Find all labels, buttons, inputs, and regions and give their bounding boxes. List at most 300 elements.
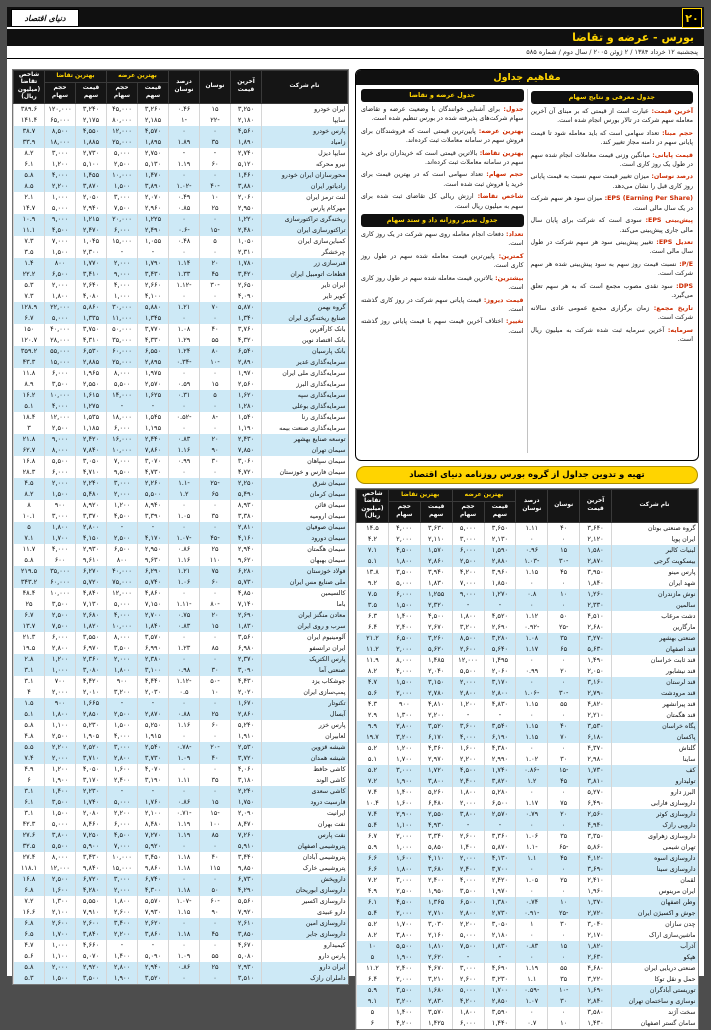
definition: تاریخ مجمع: زمان برگزاری مجمع عمومی عادی سالانه شرکت است. — [530, 304, 693, 322]
table-row — [14, 313, 348, 324]
table-row — [357, 666, 698, 677]
last-price: ۱,۷۸۰ — [231, 258, 262, 269]
demand-volume: ۴,۲۰۰ — [388, 1018, 420, 1029]
price-change: ۴۰ — [548, 522, 580, 534]
offer-volume: ۶,۵۰۰ — [452, 897, 484, 908]
offer-volume: ۱,۸۰۰ — [452, 611, 484, 622]
offer-price: ۱,۷۴۰ — [484, 765, 516, 776]
demand-index: ۲.۹ — [357, 710, 389, 721]
last-price: ۳,۸۸۰ — [231, 181, 262, 192]
definition-term: تاریخ مجمع: — [649, 304, 693, 312]
offer-volume: ۶,۰۰۰ — [452, 545, 484, 556]
col-change: نوسان — [200, 71, 231, 104]
table-row — [14, 764, 348, 775]
last-price: ۱,۲۸۰ — [231, 401, 262, 412]
credit-banner: تهیه و تدوین جداول از گروه بورس روزنامه دنیای اقتصاد — [356, 466, 698, 484]
change-percent: ۰ — [169, 654, 200, 665]
last-price: ۷,۹۲۰ — [231, 907, 262, 918]
definition: سرمایه: آخرین سرمایه ثبت شده شرکت به میلیون ریال است. — [530, 326, 693, 343]
demand-volume: ۵,۵۰۰ — [45, 456, 76, 467]
offer-volume: ۲۵,۰۰۰ — [107, 137, 138, 148]
offer-volume: ۵,۵۰۰ — [452, 666, 484, 677]
offer-price: ۱,۶۲۵ — [138, 390, 169, 401]
table-row — [14, 588, 348, 599]
demand-volume: ۱,۹۰۰ — [388, 776, 420, 787]
last-price: ۲,۹۳۰ — [231, 962, 262, 973]
demand-price: ۲,۸۰۰ — [76, 522, 107, 533]
change-percent: ۰.۹۹ — [169, 456, 200, 467]
price-change: ۰ — [548, 743, 580, 754]
change-percent: ۰ — [169, 126, 200, 137]
demand-index: ۱۱.۸ — [14, 368, 45, 379]
table-row — [14, 599, 348, 610]
change-percent: ۱.۱ — [516, 974, 548, 985]
offer-volume: ۹۰۰ — [107, 676, 138, 687]
demand-price: ۵,۷۲۰ — [76, 577, 107, 588]
demand-price: ۲,۵۲۰ — [76, 742, 107, 753]
table-row — [14, 962, 348, 973]
last-price: ۳,۵۳۰ — [580, 721, 612, 732]
definition-term: پیش‌بینی EPS: — [641, 217, 693, 225]
definition: تغییر: اختلاف آخرین قیمت سهم با قیمت پایانی روز گذشته است. — [361, 318, 524, 335]
offer-volume: ۸۰,۰۰۰ — [107, 115, 138, 126]
demand-price: ۳,۸۷۰ — [76, 181, 107, 192]
offer-volume: ۲,۵۰۰ — [452, 556, 484, 567]
demand-volume: ۲,۰۰۰ — [388, 644, 420, 655]
last-price: ۴,۹۴۰ — [580, 820, 612, 831]
table-row — [357, 974, 698, 985]
change-percent: ۱.۱ — [516, 853, 548, 864]
offer-price: ۴,۱۰۰ — [138, 291, 169, 302]
definition-term: تغییر: — [502, 318, 524, 326]
last-price: ۳,۶۹۰ — [580, 864, 612, 875]
col-offer-price: قیمت سهم — [138, 82, 169, 103]
last-price: ۲,۴۸۰ — [231, 225, 262, 236]
demand-index: ۷.۲ — [14, 896, 45, 907]
demand-price: ۶,۲۷۰ — [76, 566, 107, 577]
offer-volume: ۴,۲۰۰ — [452, 567, 484, 578]
offer-volume: ۴,۰۰۰ — [107, 731, 138, 742]
offer-volume: ۵,۰۰۰ — [452, 522, 484, 534]
table-row — [14, 709, 348, 720]
newspaper-page — [7, 7, 704, 1027]
table-row — [14, 467, 348, 478]
last-price: ۳,۰۴۰ — [580, 919, 612, 930]
table-row — [14, 423, 348, 434]
table-row — [14, 885, 348, 896]
price-change: ۱۰ — [200, 192, 231, 203]
demand-index: ۵.۳ — [14, 973, 45, 984]
demand-volume: ۲,۰۰۰ — [388, 688, 420, 699]
last-price: ۴,۸۲۰ — [580, 699, 612, 710]
demand-price: ۴,۱۵۰ — [76, 533, 107, 544]
definition-term: آخرین قیمت: — [648, 107, 693, 115]
company-name: سیمان دورود — [262, 533, 348, 544]
last-price: ۳,۰۶۰ — [231, 456, 262, 467]
definition: قیمت پایانی: میانگین وزنی قیمت معاملات انجام شده سهم در طول یک روز کاری است. — [530, 151, 693, 168]
price-change: ۰ — [200, 467, 231, 478]
offer-volume: ۳۵,۰۰۰ — [107, 335, 138, 346]
price-change: ۰ — [548, 710, 580, 721]
company-name: داروسازی زهراوی — [612, 831, 698, 842]
demand-index: ۱۱.۲ — [357, 963, 389, 974]
table-row — [14, 918, 348, 929]
table-row — [14, 566, 348, 577]
demand-volume: ۱,۷۰۰ — [388, 919, 420, 930]
last-price: ۵,۸۶۰ — [580, 842, 612, 853]
company-name: سرمایه‌گذاری رنا — [262, 412, 348, 423]
demand-volume: ۱,۲۰۰ — [45, 654, 76, 665]
demand-index: ۳.۱ — [14, 665, 45, 676]
demand-volume: ۶۰,۰۰۰ — [45, 577, 76, 588]
demand-price: ۲,۶۷۰ — [420, 622, 452, 633]
offer-price: ۳,۱۰۰ — [138, 665, 169, 676]
demand-index: ۴.۳ — [357, 699, 389, 710]
demand-index: ۱۰ — [357, 941, 389, 952]
demand-index: ۶.۷ — [14, 313, 45, 324]
table-row — [14, 170, 348, 181]
offer-volume: ۱,۲۰۰ — [107, 500, 138, 511]
offer-price: ۲,۷۳۰ — [484, 908, 516, 919]
demand-volume: ۴,۰۰۰ — [45, 170, 76, 181]
demand-volume: ۶,۰۰۰ — [45, 467, 76, 478]
last-price: ۵,۷۳۰ — [231, 577, 262, 588]
demand-index: ۶.۱ — [14, 797, 45, 808]
offer-price: ۲,۰۷۰ — [138, 192, 169, 203]
demand-volume: ۷,۰۰۰ — [45, 236, 76, 247]
price-change: -۳۰ — [548, 556, 580, 567]
demand-index: ۷.۵ — [357, 589, 389, 600]
change-percent: ۱.۱۶ — [169, 720, 200, 731]
last-price: ۲,۷۹۰ — [580, 688, 612, 699]
table-row — [14, 434, 348, 445]
offer-price: ۲,۶۹۰ — [484, 622, 516, 633]
last-price: ۲,۳۱۰ — [231, 247, 262, 258]
table-row — [14, 236, 348, 247]
company-name: قند نیشابور — [612, 666, 698, 677]
change-percent: ۱.۱۱ — [169, 775, 200, 786]
price-change: ۰ — [200, 654, 231, 665]
section-title-bar — [7, 29, 704, 46]
change-percent: ۰.۵۹ — [169, 379, 200, 390]
last-price: ۲,۱۲۰ — [580, 534, 612, 545]
last-price: ۱,۴۹۰ — [580, 655, 612, 666]
table-row — [14, 280, 348, 291]
last-price: ۶,۵۴۰ — [231, 346, 262, 357]
demand-price: ۶,۵۳۰ — [76, 346, 107, 357]
table-row — [357, 677, 698, 688]
price-change: ۳۰ — [548, 754, 580, 765]
offer-price: ۵,۸۸۰ — [138, 302, 169, 313]
table-row — [357, 952, 698, 963]
demand-volume: ۱,۱۰۰ — [45, 720, 76, 731]
change-percent: ۰.۷۹ — [516, 809, 548, 820]
last-price: ۲,۹۴۰ — [231, 544, 262, 555]
demand-price: ۲,۹۴۰ — [76, 203, 107, 214]
change-percent: ۱.۰۹ — [169, 753, 200, 764]
offer-volume: ۲,۴۰۰ — [452, 864, 484, 875]
demand-price: ۱,۲۵۵ — [420, 589, 452, 600]
offer-price: - — [484, 952, 516, 963]
demand-price: ۲,۰۱۰ — [76, 687, 107, 698]
demand-price: ۲,۲۰۰ — [420, 710, 452, 721]
change-percent: ۱.۱۵ — [516, 567, 548, 578]
price-change: -۸۰ — [200, 599, 231, 610]
price-change: ۲۰ — [548, 666, 580, 677]
demand-index: ۳۴۳.۲ — [14, 577, 45, 588]
last-price: ۳,۳۸۰ — [231, 511, 262, 522]
last-price: ۴,۱۲۰ — [580, 853, 612, 864]
last-price: ۴,۵۶۰ — [231, 126, 262, 137]
demand-index: ۱۱۸.۱ — [14, 863, 45, 874]
offer-price: ۱,۳۴۵ — [138, 313, 169, 324]
demand-volume: ۵,۰۰۰ — [45, 203, 76, 214]
change-percent: -۱.۰۶ — [516, 688, 548, 699]
offer-price: ۲,۳۸۰ — [138, 654, 169, 665]
table-row — [14, 896, 348, 907]
demand-index: ۱۰.۱ — [14, 511, 45, 522]
table-row — [357, 633, 698, 644]
demand-index: ۶.۱ — [14, 159, 45, 170]
demand-index: ۵.۱ — [357, 556, 389, 567]
offer-price: ۳,۹۶۰ — [484, 567, 516, 578]
demand-index: ۴.۷ — [357, 677, 389, 688]
col-demand-index: شاخص تقاضا (میلیون ریال) — [357, 490, 389, 523]
price-change: ۴۵ — [200, 929, 231, 940]
price-change: - — [200, 148, 231, 159]
definition: DPS: سود نقدی مصوب مجمع است که به هر سهم تعلق می‌گیرد. — [530, 282, 693, 300]
price-change: ۰ — [200, 588, 231, 599]
company-name: تراکتورسازی ایران — [262, 225, 348, 236]
price-change: ۰ — [548, 864, 580, 875]
table-row — [14, 103, 348, 115]
change-percent: -۱.۱۲ — [169, 676, 200, 687]
change-percent: -۰.۵۹ — [516, 985, 548, 996]
col-offer-volume: حجم سهام — [107, 82, 138, 103]
company-name: شهد ایران — [612, 578, 698, 589]
offer-price: ۶,۷۴۰ — [138, 874, 169, 885]
offer-volume: ۷,۰۰۰ — [107, 456, 138, 467]
company-name: سیمان فارس و خوزستان — [262, 467, 348, 478]
demand-volume: ۵,۰۰۰ — [45, 819, 76, 830]
demand-volume: ۲,۰۰۰ — [45, 478, 76, 489]
offer-price: ۳,۲۸۰ — [484, 633, 516, 644]
offer-price: ۴,۸۶۰ — [138, 588, 169, 599]
table-row — [14, 665, 348, 676]
definition: P/E: نسبت قیمت روز سهم به سود پیش‌بینی شده هر سهم شرکت است. — [530, 260, 693, 278]
company-name: بانک اقتصاد نوین — [262, 335, 348, 346]
demand-index: ۵.۱ — [14, 401, 45, 412]
demand-volume: ۱,۰۰۰ — [45, 192, 76, 203]
table-row — [357, 578, 698, 589]
demand-index: ۵ — [357, 1007, 389, 1018]
change-percent: ۱.۱۹ — [169, 819, 200, 830]
last-price: ۲,۱۷۰ — [580, 930, 612, 941]
change-percent: ۱ — [516, 919, 548, 930]
company-name: صنعتی دریایی ایران — [612, 963, 698, 974]
demand-index: ۶.۸ — [14, 885, 45, 896]
price-change: -۳۰ — [548, 688, 580, 699]
last-price: ۲,۲۱۰ — [580, 710, 612, 721]
price-change: ۱۵ — [548, 941, 580, 952]
stock-table — [13, 70, 348, 984]
offer-price: ۲,۴۹۰ — [138, 225, 169, 236]
price-change: -۲۰ — [200, 742, 231, 753]
change-percent: ۰ — [516, 743, 548, 754]
demand-volume: ۱,۴۰۰ — [388, 787, 420, 798]
offer-price: ۴,۵۷۰ — [138, 126, 169, 137]
offer-volume: ۲,۰۰۰ — [452, 853, 484, 864]
last-price: ۲,۴۱۰ — [580, 875, 612, 886]
last-price: ۱,۸۲۰ — [580, 941, 612, 952]
change-percent: ۱.۲۳ — [169, 643, 200, 654]
last-price: ۳,۲۵۰ — [231, 103, 262, 115]
offer-volume: ۸,۰۰۰ — [107, 368, 138, 379]
demand-volume: ۱,۱۰۰ — [388, 820, 420, 831]
last-price: ۱,۷۵۰ — [231, 797, 262, 808]
demand-volume: ۴,۵۰۰ — [388, 545, 420, 556]
offer-volume: ۷,۵۰۰ — [452, 941, 484, 952]
demand-price: ۲,۶۲۰ — [420, 952, 452, 963]
offer-price: ۶,۵۰۰ — [484, 798, 516, 809]
table-row — [14, 346, 348, 357]
definition: حجم مبنا: تعداد سهامی است که باید معامله شود تا قیمت پایانی سهم در دامنه مجاز تغییر کند. — [530, 129, 693, 147]
demand-price: ۱,۷۲۰ — [420, 765, 452, 776]
offer-price: ۳,۵۴۰ — [484, 721, 516, 732]
demand-volume: ۱,۸۰۰ — [45, 709, 76, 720]
concepts-panel-title: مفاهیم جداول — [356, 70, 698, 85]
offer-price: ۳,۲۳۰ — [484, 974, 516, 985]
demand-price: ۲,۰۵۰ — [76, 192, 107, 203]
change-percent: ۰.۹۸ — [169, 665, 200, 676]
demand-volume: ۱,۶۰۰ — [388, 853, 420, 864]
change-percent: ۰.۳۱ — [169, 390, 200, 401]
demand-price: ۱,۸۳۰ — [420, 578, 452, 589]
change-percent: ۱.۰۲ — [516, 754, 548, 765]
offer-price: ۱,۰۵۵ — [138, 236, 169, 247]
content-area — [12, 69, 699, 1027]
demand-volume: ۲,۵۰۰ — [45, 423, 76, 434]
offer-volume: ۲۵,۰۰۰ — [107, 357, 138, 368]
offer-price: ۳,۵۹۰ — [484, 1007, 516, 1018]
demand-price: ۳,۶۳۰ — [420, 522, 452, 534]
change-percent: ۰.۸۶ — [169, 797, 200, 808]
demand-volume: ۶,۵۰۰ — [388, 633, 420, 644]
demand-index: ۶.۴ — [357, 974, 389, 985]
change-percent: ۰ — [169, 786, 200, 797]
offer-price: ۷,۸۶۰ — [138, 445, 169, 456]
demand-price: ۱,۶۸۰ — [420, 985, 452, 996]
definition-term: جدول: — [500, 105, 524, 113]
offer-volume: ۱۱,۰۰۰ — [107, 313, 138, 324]
change-percent: ۰.۸۳ — [169, 434, 200, 445]
price-change: ۷۰ — [548, 732, 580, 743]
demand-volume: ۵,۵۰۰ — [45, 841, 76, 852]
last-price: ۵,۱۲۰ — [231, 159, 262, 170]
company-name: ایران ترانسفو — [262, 643, 348, 654]
company-name: سرمایه‌گذاری البرز — [262, 379, 348, 390]
company-name: پتروشیمی خارک — [262, 863, 348, 874]
demand-price: ۱,۲۱۵ — [76, 214, 107, 225]
demand-volume: ۶۰۰ — [45, 555, 76, 566]
demand-index: ۹.۲ — [357, 578, 389, 589]
change-percent: ۰.۸۳ — [169, 621, 200, 632]
demand-index: ۱۸.۴ — [14, 412, 45, 423]
change-percent: -۰.۹۱ — [516, 908, 548, 919]
offer-volume: ۴۵,۰۰۰ — [107, 103, 138, 115]
col-offer-price: قیمت سهم — [484, 501, 516, 522]
change-percent: ۱.۲۴ — [169, 346, 200, 357]
change-percent: ۱.۲ — [516, 776, 548, 787]
demand-volume: ۳,۸۰۰ — [45, 830, 76, 841]
demand-volume: ۴,۰۰۰ — [388, 522, 420, 534]
offer-volume: - — [107, 940, 138, 951]
demand-price: ۲,۷۸۰ — [420, 688, 452, 699]
price-change: ۲۰ — [200, 434, 231, 445]
demand-index: ۶.۵ — [14, 929, 45, 940]
demand-volume: ۸۰۰ — [45, 258, 76, 269]
price-change: ۳۵ — [200, 511, 231, 522]
table-row — [357, 545, 698, 556]
definition-term: کمترین: — [494, 252, 524, 260]
demand-index: ۵.۴ — [357, 908, 389, 919]
table-row — [357, 732, 698, 743]
change-percent: ۱.۱۸ — [169, 852, 200, 863]
company-name: ایران مرینوس — [612, 886, 698, 897]
offer-price: ۳,۸۹۰ — [138, 181, 169, 192]
last-price: ۱,۹۶۰ — [580, 886, 612, 897]
price-change: ۸۵ — [200, 643, 231, 654]
offer-price: ۲,۱۸۰ — [484, 930, 516, 941]
demand-index: ۱۴۱.۴ — [14, 115, 45, 126]
change-percent: ۰ — [169, 247, 200, 258]
company-name: زامیاد — [262, 137, 348, 148]
offer-volume: - — [107, 786, 138, 797]
last-price: ۵,۰۸۰ — [231, 951, 262, 962]
demand-price: ۵,۲۶۰ — [420, 787, 452, 798]
offer-volume: ۳۰,۰۰۰ — [107, 302, 138, 313]
company-name: ماشین‌سازی اراک — [612, 930, 698, 941]
offer-price: ۴,۵۲۰ — [484, 611, 516, 622]
demand-index: ۵.۲ — [357, 765, 389, 776]
demand-volume: ۲۲,۰۰۰ — [45, 302, 76, 313]
offer-volume: ۲,۰۰۰ — [452, 798, 484, 809]
demand-price: ۳,۹۴۰ — [420, 567, 452, 578]
change-percent: ۰ — [516, 655, 548, 666]
demand-price: ۱,۴۸۵ — [420, 655, 452, 666]
demand-price: ۵,۲۳۰ — [76, 720, 107, 731]
demand-index: ۶.۱ — [357, 897, 389, 908]
concepts-section-heading: جدول معرفی و نتایج سهام — [531, 91, 694, 104]
last-price: ۲,۹۵۰ — [231, 203, 262, 214]
demand-price: ۵,۹۰۰ — [76, 841, 107, 852]
change-percent: ۰.۵ — [169, 687, 200, 698]
company-name: کالسیمین — [262, 588, 348, 599]
company-name: قند مرودشت — [612, 688, 698, 699]
table-row — [357, 765, 698, 776]
offer-volume: ۴,۵۰۰ — [107, 830, 138, 841]
offer-price: ۴,۶۹۰ — [484, 963, 516, 974]
offer-volume: ۲,۶۰۰ — [452, 831, 484, 842]
offer-price: ۲,۷۰۰ — [138, 610, 169, 621]
offer-price: ۲,۱۳۰ — [484, 534, 516, 545]
company-name: ریخته‌گری تراکتورسازی — [262, 214, 348, 225]
page-number: ۲۰ — [682, 8, 702, 28]
col-demand-price: قیمت سهم — [76, 82, 107, 103]
demand-index: ۱۱.۹ — [357, 655, 389, 666]
last-price: ۲,۸۹۰ — [231, 357, 262, 368]
demand-index: ۲۱۹.۵ — [14, 566, 45, 577]
